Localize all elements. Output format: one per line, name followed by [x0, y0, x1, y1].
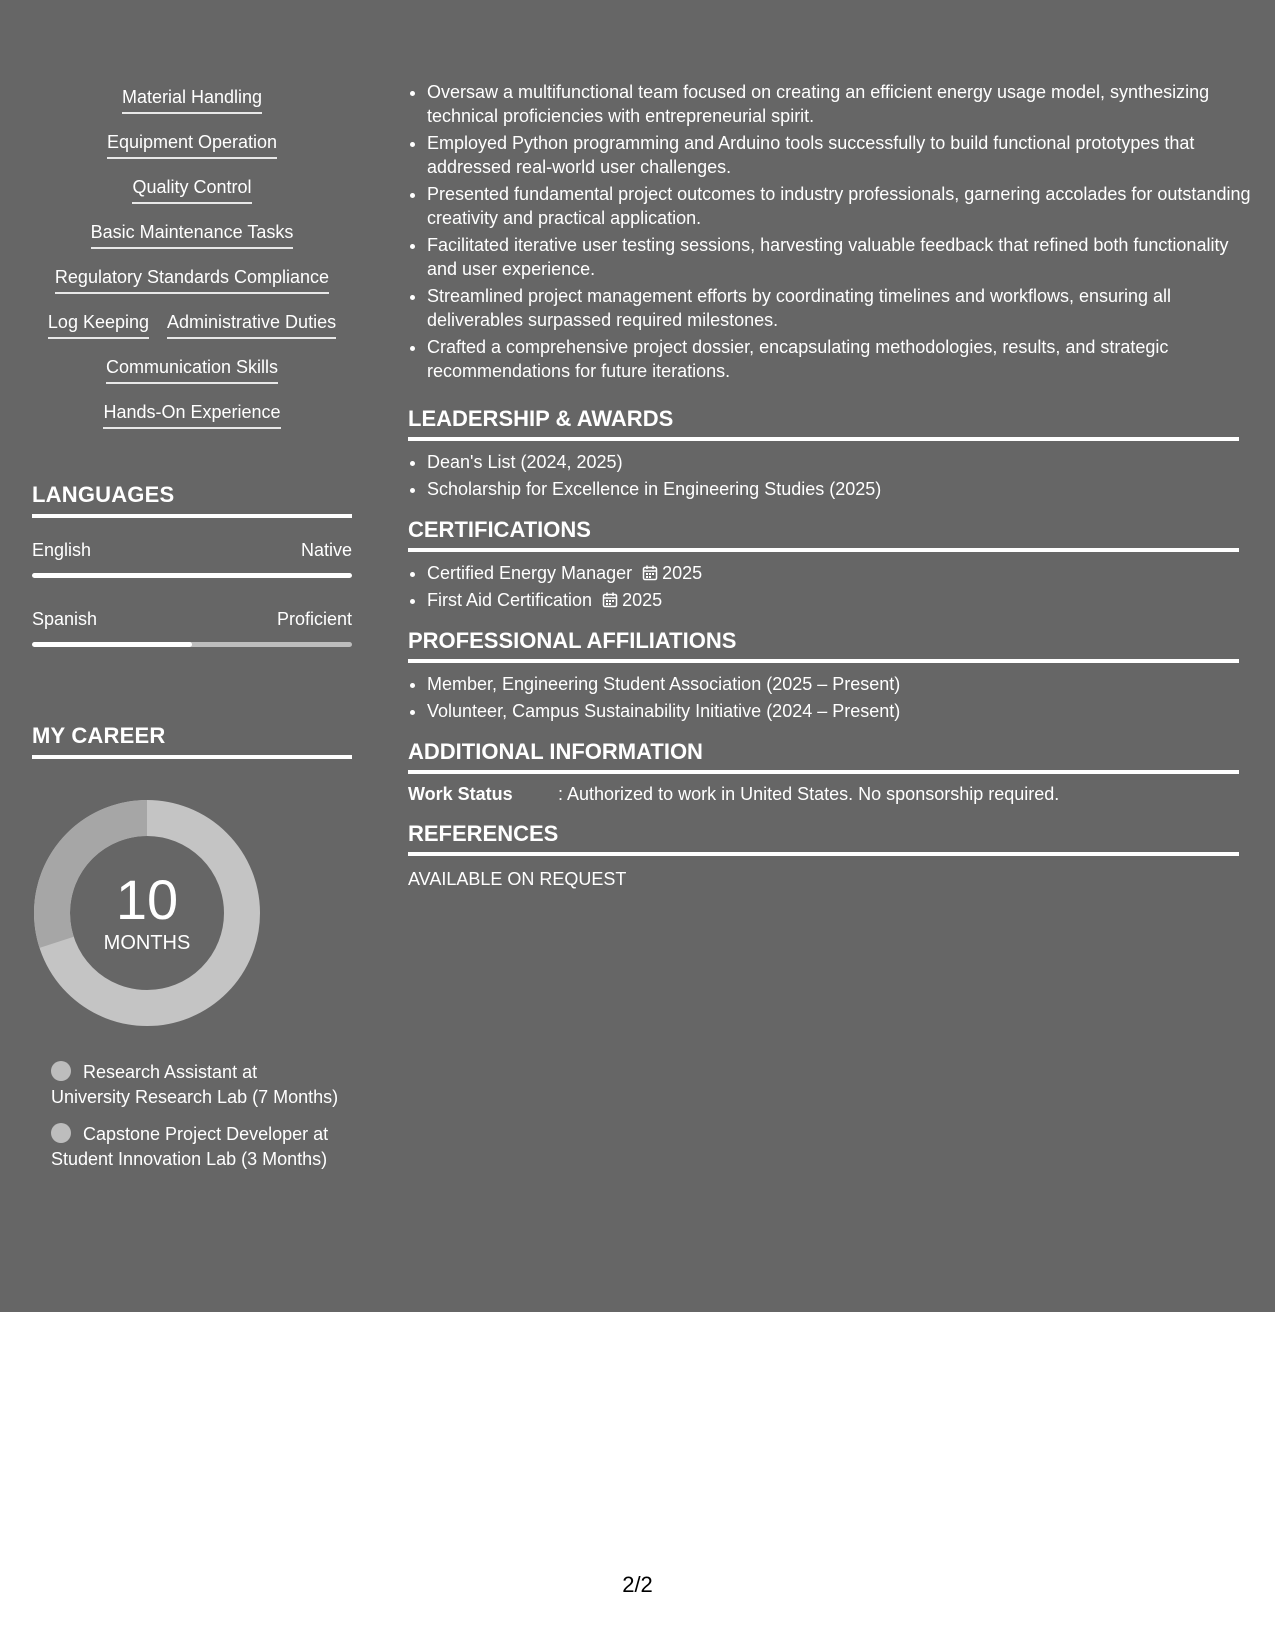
- affiliations-section: [408, 628, 1239, 726]
- skill-tag: Log Keeping: [48, 311, 149, 339]
- career-item-label: Capstone Project Developer at Student Innovation Lab (3 Months): [51, 1124, 329, 1169]
- career-legend-item: [51, 1122, 341, 1171]
- skill-tag: Quality Control: [132, 176, 251, 204]
- skill-tag: Administrative Duties: [167, 311, 336, 339]
- skill-row: [32, 176, 352, 221]
- certification-item: [427, 561, 1239, 585]
- affiliations-heading: PROFESSIONAL AFFILIATIONS: [408, 628, 1239, 663]
- career-legend-item: [51, 1060, 341, 1109]
- skill-tag: Hands-On Experience: [103, 401, 280, 429]
- work-status-label: Work Status: [408, 784, 513, 804]
- legend-dot: [51, 1061, 71, 1081]
- certification-name: Certified Energy Manager: [427, 563, 633, 583]
- certification-year: 2025: [622, 590, 663, 610]
- skill-row: [32, 266, 352, 311]
- language-name: Spanish: [32, 609, 98, 629]
- career-item-label: Research Assistant at University Research Lab (7 Months): [51, 1062, 339, 1107]
- languages-heading: LANGUAGES: [32, 482, 352, 518]
- career-legend: [51, 1060, 341, 1184]
- leadership-heading: LEADERSHIP & AWARDS: [408, 406, 1239, 441]
- career-heading: MY CAREER: [32, 723, 352, 759]
- skills-list: [32, 86, 352, 446]
- affiliation-item: • Volunteer, Campus Sustainability Initiative (2024 – Present): [427, 699, 1239, 723]
- additional-info-section: [408, 739, 1239, 805]
- skill-row: [32, 221, 352, 266]
- experience-bullets: [408, 80, 1258, 386]
- skill-row: [32, 311, 352, 356]
- certification-name: First Aid Certification: [427, 590, 593, 610]
- skill-row: [32, 401, 352, 446]
- work-status-value: : Authorized to work in United States. No sponsorship required.: [558, 784, 1060, 804]
- skill-row: [32, 131, 352, 176]
- skill-tag: Material Handling: [122, 86, 262, 114]
- references-text: AVAILABLE ON REQUEST: [408, 869, 627, 889]
- certifications-heading: CERTIFICATIONS: [408, 517, 1239, 552]
- experience-bullet: • Presented fundamental project outcomes to industry professionals, garnering accolades for outstanding creativity and practical application.: [427, 182, 1258, 230]
- language-level: Proficient: [276, 609, 352, 629]
- language-bar-fill: [32, 642, 192, 647]
- references-heading: REFERENCES: [408, 821, 1239, 856]
- language-item: [32, 539, 352, 578]
- language-bar-fill: [32, 573, 352, 578]
- donut-center: [34, 800, 260, 1026]
- references-section: [408, 821, 1239, 890]
- skill-tag: Communication Skills: [106, 356, 278, 384]
- experience-bullet: • Employed Python programming and Arduino tools successfully to build functional prototypes that addressed real-world user challenges.: [427, 131, 1258, 179]
- experience-bullet: • Streamlined project management efforts by coordinating timelines and workflows, ensuring all deliverables surpassed required milestones.: [427, 284, 1258, 332]
- experience-bullet: • Facilitated iterative user testing sessions, harvesting valuable feedback that refined both functionality and user experience.: [427, 233, 1258, 281]
- skill-row: [32, 86, 352, 131]
- language-item: [32, 608, 352, 647]
- language-bar: [32, 642, 352, 647]
- certifications-section: [408, 517, 1239, 615]
- skill-tag: Basic Maintenance Tasks: [91, 221, 294, 249]
- work-status-row: [408, 783, 1239, 805]
- legend-dot: [51, 1123, 71, 1143]
- certifications-list: [408, 561, 1239, 612]
- leadership-item: • Scholarship for Excellence in Engineering Studies (2025): [427, 477, 1239, 501]
- affiliations-list: [408, 672, 1239, 723]
- affiliation-item: • Member, Engineering Student Association (2025 – Present): [427, 672, 1239, 696]
- language-bar: [32, 573, 352, 578]
- certification-item: [427, 588, 1239, 612]
- additional-info-heading: ADDITIONAL INFORMATION: [408, 739, 1239, 774]
- career-total-value: 10: [115, 868, 179, 931]
- leadership-list: [408, 450, 1239, 501]
- page-number: 2/2: [622, 1572, 653, 1597]
- experience-bullet: • Crafted a comprehensive project dossier, encapsulating methodologies, results, and strategic recommendations for future iterations.: [427, 335, 1258, 383]
- language-level: Native: [300, 540, 352, 560]
- leadership-item: • Dean's List (2024, 2025): [427, 450, 1239, 474]
- certification-year: 2025: [662, 563, 703, 583]
- skill-row: [32, 356, 352, 401]
- calendar-icon: [642, 565, 658, 581]
- career-total-unit: MONTHS: [103, 932, 191, 954]
- language-name: English: [32, 540, 92, 560]
- leadership-section: [408, 406, 1239, 504]
- calendar-icon: [602, 592, 618, 608]
- skill-tag: Regulatory Standards Compliance: [55, 266, 329, 294]
- skill-tag: Equipment Operation: [107, 131, 277, 159]
- experience-bullet: • Oversaw a multifunctional team focused on creating an efficient energy usage model, synthesizing technical proficiencies with entrepreneurial spirit.: [427, 80, 1258, 128]
